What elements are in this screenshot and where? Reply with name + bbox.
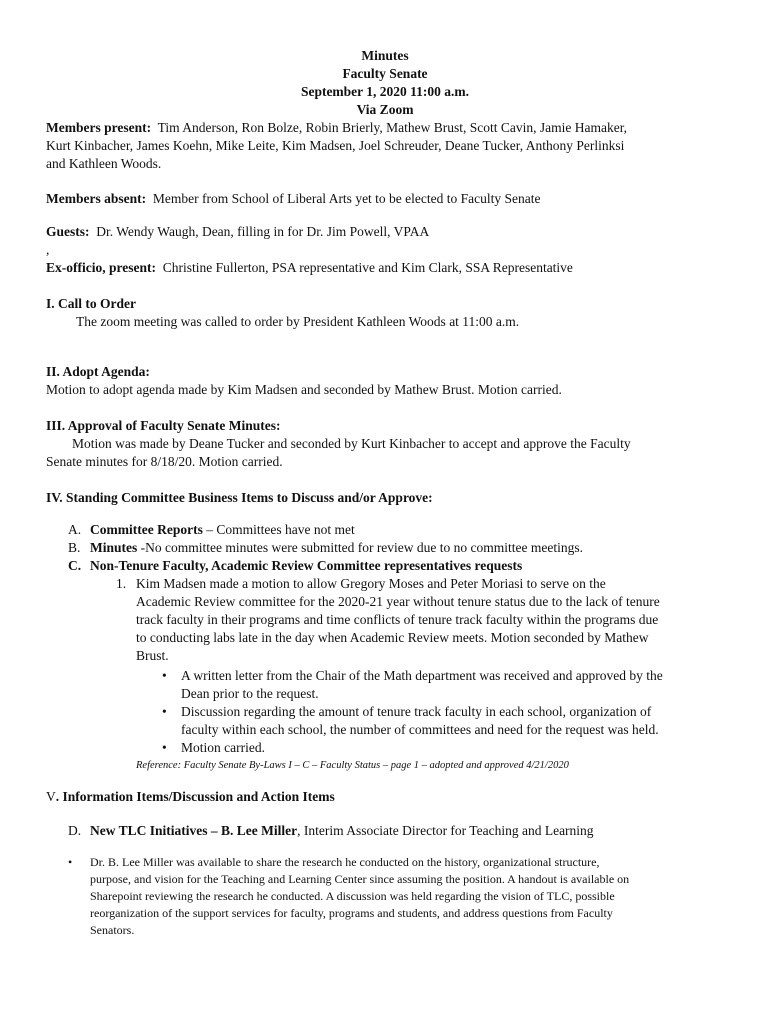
bylaws-reference: Reference: Faculty Senate By-Laws I – C – Faculty Status – page 1 – adopted and approved 4/21/2020 bbox=[136, 760, 569, 771]
section3-line2: Senate minutes for 8/18/20. Motion carried. bbox=[46, 454, 283, 469]
item-d-bold: New TLC Initiatives – B. Lee Miller bbox=[90, 823, 298, 838]
members-absent bbox=[46, 190, 726, 208]
bullet1-line1: A written letter from the Chair of the Math department was received and approved by the bbox=[181, 668, 663, 683]
bullet-glyph: • bbox=[162, 704, 167, 719]
bullet1-line2: Dean prior to the request. bbox=[181, 686, 319, 701]
members-absent-text: Member from School of Liberal Arts yet to be elected to Faculty Senate bbox=[152, 191, 541, 206]
sub1-line3: track faculty in their programs and time conflicts of tenure track faculty within the programs due bbox=[136, 612, 659, 627]
item-b-letter: B. bbox=[68, 540, 81, 555]
section1-heading: I. Call to Order bbox=[46, 296, 136, 311]
members-present-label: Members present: bbox=[46, 120, 152, 135]
members-present bbox=[46, 119, 726, 173]
doc-body-name: Faculty Senate bbox=[342, 66, 428, 81]
sub1-bullets bbox=[162, 667, 732, 757]
sub1-line1: Kim Madsen made a motion to allow Gregory Moses and Peter Moriasi to serve on the bbox=[136, 576, 606, 591]
bullet-glyph: • bbox=[68, 855, 73, 869]
tlc-line2: purpose, and vision for the Teaching and Learning Center since assuming the position. A handout is available on bbox=[90, 872, 630, 886]
members-absent-label: Members absent: bbox=[46, 191, 147, 206]
sub1-number: 1. bbox=[116, 576, 127, 591]
bullet-item bbox=[162, 703, 732, 739]
section-call-to-order bbox=[46, 295, 726, 331]
section2-heading: II. Adopt Agenda: bbox=[46, 364, 150, 379]
sub1-line2: Academic Review committee for the 2020-21 year without tenure status due to the lack of tenure bbox=[136, 594, 660, 609]
section1-text: The zoom meeting was called to order by President Kathleen Woods at 11:00 a.m. bbox=[76, 314, 520, 329]
section3-line1: Motion was made by Deane Tucker and seconded by Kurt Kinbacher to accept and approve the Faculty bbox=[72, 436, 631, 451]
item-a bbox=[68, 521, 748, 539]
sub1-line4: to conducting labs late in the day when Academic Review meets. Motion seconded by Mathew bbox=[136, 630, 649, 645]
tlc-line1: Dr. B. Lee Miller was available to share the research he conducted on the history, organizational structure, bbox=[90, 855, 600, 869]
tlc-line3: Sharepoint reviewing the research he conducted. A discussion was held regarding the vision of TLC, possible bbox=[90, 889, 615, 903]
sub1-line5: Brust. bbox=[136, 648, 169, 663]
bullet2-line2: faculty within each school, the number of committees and need for the request was held. bbox=[181, 722, 659, 737]
ex-officio-label: Ex-officio, present: bbox=[46, 260, 156, 275]
bullet-glyph: • bbox=[162, 740, 167, 755]
section4-list bbox=[68, 521, 748, 575]
item-c bbox=[68, 557, 748, 575]
stray-comma: , bbox=[46, 242, 50, 257]
guests-text: Dr. Wendy Waugh, Dean, filling in for Dr. Jim Powell, VPAA bbox=[96, 224, 430, 239]
bullet2-line1: Discussion regarding the amount of tenure track faculty in each school, organization of bbox=[181, 704, 652, 719]
item-a-text: – Committees have not met bbox=[206, 522, 355, 537]
guests bbox=[46, 223, 726, 241]
item-b-bold: Minutes bbox=[90, 540, 138, 555]
item-b bbox=[68, 539, 748, 557]
item-a-letter: A. bbox=[68, 522, 82, 537]
ex-officio bbox=[46, 259, 726, 277]
item-c-bold: Non-Tenure Faculty, Academic Review Committee representatives requests bbox=[90, 558, 523, 573]
members-present-line2: Kurt Kinbacher, James Koehn, Mike Leite, Kim Madsen, Joel Schreuder, Deane Tucker, Anthony Perlinksi bbox=[46, 138, 625, 153]
doc-title: Minutes bbox=[361, 48, 409, 63]
bullet3-line1: Motion carried. bbox=[181, 740, 265, 755]
section4-heading-row bbox=[46, 489, 726, 507]
bullet-item bbox=[162, 739, 732, 757]
guests-label: Guests: bbox=[46, 224, 90, 239]
sub-item-1 bbox=[116, 575, 726, 665]
section3-heading: III. Approval of Faculty Senate Minutes: bbox=[46, 418, 281, 433]
item-a-bold: Committee Reports bbox=[90, 522, 203, 537]
doc-date: September 1, 2020 11:00 a.m. bbox=[300, 84, 470, 99]
bullet-glyph: • bbox=[162, 668, 167, 683]
tlc-line4: reorganization of the support services for faculty, programs and students, and address questions from Faculty bbox=[90, 906, 613, 920]
members-present-line1: Tim Anderson, Ron Bolze, Robin Brierly, Mathew Brust, Scott Cavin, Jamie Hamaker, bbox=[157, 120, 628, 135]
tlc-bullet bbox=[68, 854, 740, 939]
section-approval-minutes bbox=[46, 417, 726, 471]
item-b-text: -No committee minutes were submitted for review due to no committee meetings. bbox=[137, 540, 584, 555]
section5-heading: . Information Items/Discussion and Action Items bbox=[55, 789, 335, 804]
section-adopt-agenda bbox=[46, 363, 726, 399]
section2-text: Motion to adopt agenda made by Kim Madsen and seconded by Mathew Brust. Motion carried. bbox=[46, 382, 562, 397]
doc-venue: Via Zoom bbox=[356, 102, 414, 117]
item-d-letter: D. bbox=[68, 823, 82, 838]
section4-heading: IV. Standing Committee Business Items to Discuss and/or Approve: bbox=[46, 490, 433, 505]
item-c-letter: C. bbox=[68, 558, 82, 573]
section5-roman: V bbox=[46, 789, 56, 804]
tlc-line5: Senators. bbox=[90, 923, 135, 937]
section5-heading-row bbox=[46, 788, 726, 806]
item-d-text: , Interim Associate Director for Teaching and Learning bbox=[297, 823, 594, 838]
members-present-line3: and Kathleen Woods. bbox=[46, 156, 162, 171]
ex-officio-text: Christine Fullerton, PSA representative and Kim Clark, SSA Representative bbox=[162, 260, 573, 275]
item-d bbox=[68, 822, 748, 840]
bullet-item bbox=[162, 667, 732, 703]
